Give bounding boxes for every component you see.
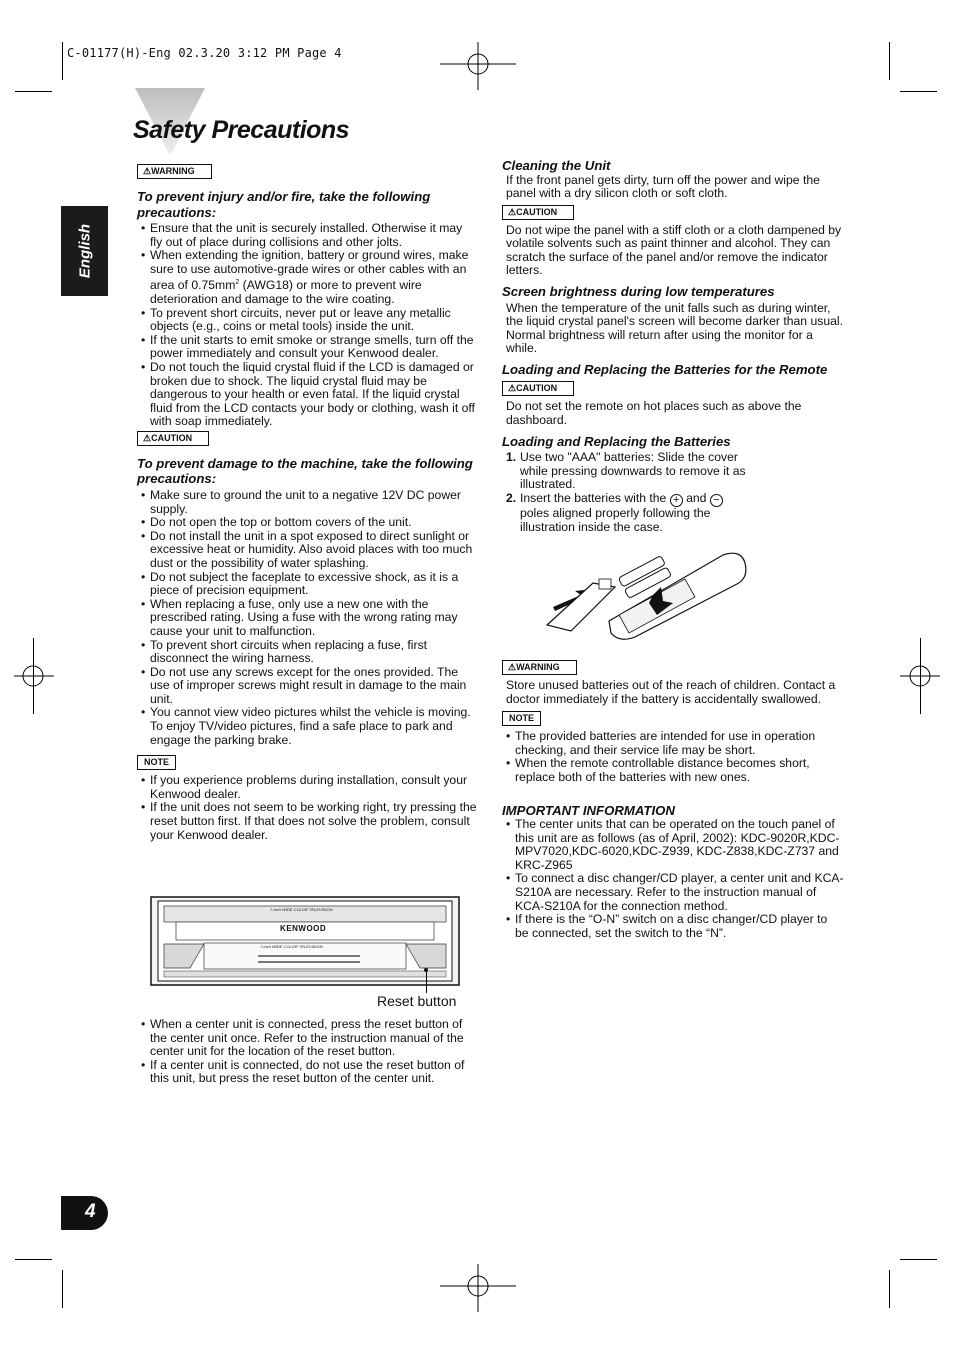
- list-item: • When the remote controllable distance becomes short, replace both of the batteries with new ones.: [506, 757, 844, 784]
- caution-badge: ⚠CAUTION: [502, 205, 574, 220]
- caution-badge: ⚠CAUTION: [502, 381, 574, 396]
- list-item: • Do not install the unit in a spot exposed to direct sunlight or excessive heat or humidity. Also avoid places with too much dust or the possibility of water splashing.: [141, 530, 477, 571]
- list-item: • When extending the ignition, battery or ground wires, make sure to use automotive-grade wires or other cables with an area of $0.75mm^2$ (AWG18) or more to prevent wire deterioration and damage to the wire coating.: [141, 249, 477, 306]
- list-item: • Do not touch the liquid crystal fluid if the LCD is damaged or broken due to shock. The liquid crystal fluid may be dangerous to your health or even fatal. If the liquid crystal fluid from the LCD contacts your body or clothing, wash it off with soap immediately.: [141, 361, 477, 429]
- batteries-heading: Loading and Replacing the Batteries: [502, 433, 731, 449]
- crop-mark: [15, 1259, 52, 1260]
- step-2: 2. Insert the batteries with the + and − poles aligned properly following the illustration inside the case.: [502, 492, 844, 534]
- cleaning-caution-text: Do not wipe the panel with a stiff cloth or a cloth dampened by volatile solvents such as paint thinner and alcohol. They can scratch the surface of the panel and/or remove the indicator letters.: [506, 222, 842, 278]
- print-header: C-01177(H)-Eng 02.3.20 3:12 PM Page 4: [67, 46, 342, 60]
- list-item: • To connect a disc changer/CD player, a center unit and KCA-S210A are necessary. Refer to the instruction manual of KCA-S210A for the connection method.: [506, 872, 844, 913]
- crop-mark: [62, 1270, 63, 1308]
- cleaning-text: If the front panel gets dirty, turn off the power and wipe the panel with a dry silicon cloth or soft cloth.: [506, 172, 820, 201]
- brightness-text: When the temperature of the unit falls such as during winter, the liquid crystal panel's screen will become darker than usual. Normal brightness will return after using the monitor for a while.: [506, 300, 843, 356]
- center-unit-notes: [137, 1018, 477, 1086]
- crop-mark: [15, 91, 52, 92]
- language-tab-label: English: [76, 223, 93, 279]
- step-1: [502, 451, 844, 492]
- language-tab: [61, 206, 108, 296]
- plus-pole-icon: +: [670, 494, 683, 507]
- registration-mark-right: [900, 658, 940, 694]
- warning-text: Store unused batteries out of the reach of children. Contact a doctor immediately if the battery is accidentally swallowed.: [506, 678, 836, 706]
- page-title: Safety Precautions: [133, 116, 350, 144]
- injury-list: [137, 222, 477, 429]
- cleaning-heading: Cleaning the Unit: [502, 158, 611, 173]
- list-item: • Ensure that the unit is securely installed. Otherwise it may fly out of place during collisions and other jolts.: [141, 222, 477, 249]
- crop-mark: [889, 42, 890, 80]
- registration-mark-bottom: [440, 1264, 516, 1312]
- remote-batteries-heading: Loading and Replacing the Batteries for the Remote: [502, 361, 828, 377]
- note-list: [137, 774, 477, 842]
- device-brand: KENWOOD: [280, 924, 327, 933]
- reset-button-label: Reset button: [377, 993, 457, 1009]
- caution-badge: ⚠CAUTION: [137, 431, 209, 446]
- injury-heading: To prevent injury and/or fire, take the following precautions:: [137, 189, 431, 220]
- list-item: • When a center unit is connected, press the reset button of the center unit once. Refer to the instruction manual of the center unit for the location of the reset button.: [141, 1018, 477, 1059]
- remote-caution-text: Do not set the remote on hot places such as above the dashboard.: [506, 399, 802, 428]
- list-item: • To prevent short circuits, never put or leave any metallic objects (e.g., coins or metal tools) inside the unit.: [141, 307, 477, 334]
- device-illustration: [150, 896, 460, 986]
- warning-badge: ⚠WARNING: [502, 660, 577, 675]
- page-number: 4: [85, 1201, 96, 1222]
- left-column: [137, 162, 477, 842]
- right-column: [502, 158, 844, 534]
- step-number: 1.: [506, 450, 517, 465]
- center-list: [137, 1018, 477, 1086]
- crop-mark: [889, 1270, 890, 1308]
- damage-heading: To prevent damage to the machine, take the following precautions:: [137, 455, 473, 487]
- warning-badge: ⚠WARNING: [137, 164, 212, 179]
- list-item: • If the unit starts to emit smoke or strange smells, turn off the power immediately and consult your Kenwood dealer.: [141, 334, 477, 361]
- note-badge: NOTE: [137, 755, 176, 770]
- minus-pole-icon: −: [710, 494, 723, 507]
- remote-battery-illustration: [545, 545, 750, 640]
- damage-list: [137, 489, 477, 747]
- list-item: • The center units that can be operated on the touch panel of this unit are as follows (as of April, 2002): KDC-9020R,KDC-MPV7020,KDC-6020,KDC-Z939, KDC-Z838,KDC-Z737 and KRC-Z965: [506, 818, 844, 872]
- list-item: • Do not open the top or bottom covers of the unit.: [141, 516, 477, 530]
- list-item: • Make sure to ground the unit to a negative 12V DC power supply.: [141, 489, 477, 516]
- step-number: 2.: [506, 490, 517, 505]
- battery-note-list: [502, 730, 844, 784]
- reset-pointer-line: [426, 971, 427, 993]
- right-lower-column: [502, 658, 844, 940]
- important-heading: IMPORTANT INFORMATION: [502, 802, 675, 818]
- registration-mark-top: [440, 42, 516, 90]
- device-label-mid: 7-inch WIDE COLOR TELEVISION: [260, 944, 323, 949]
- step-text: Use two "AAA" batteries: Slide the cover while pressing downwards to remove it as illustrated.: [520, 450, 746, 492]
- list-item: • To prevent short circuits when replacing a fuse, first disconnect the wiring harness.: [141, 639, 477, 666]
- list-item: • If there is the “O-N” switch on a disc changer/CD player to be connected, set the switch to the “N”.: [506, 913, 844, 940]
- list-item: • If you experience problems during installation, consult your Kenwood dealer.: [141, 774, 477, 801]
- list-item: • Do not use any screws except for the ones provided. The use of improper screws might result in damage to the main unit.: [141, 666, 477, 707]
- crop-mark: [900, 91, 937, 92]
- list-item: • The provided batteries are intended for use in operation checking, and their service life may be short.: [506, 730, 844, 757]
- crop-mark: [900, 1259, 937, 1260]
- list-item: • Do not subject the faceplate to excessive shock, as it is a piece of precision equipment.: [141, 571, 477, 598]
- step-text: Insert the batteries with the: [520, 490, 667, 505]
- brightness-heading: Screen brightness during low temperatures: [502, 284, 775, 300]
- list-item: • If a center unit is connected, do not use the reset button of this unit, but press the reset button of the center unit.: [141, 1059, 477, 1086]
- important-list: [502, 818, 844, 940]
- list-item: • You cannot view video pictures whilst the vehicle is moving. To enjoy TV/video pictures, find a safe place to park and engage the parking brake.: [141, 706, 477, 747]
- page-number-tab: [61, 1196, 108, 1230]
- device-label-top: 7-inch WIDE COLOR TELEVISION: [270, 907, 333, 912]
- list-item: • If the unit does not seem to be working right, try pressing the reset button first. If that does not solve the problem, consult your Kenwood dealer.: [141, 801, 477, 842]
- registration-mark-left: [14, 658, 54, 694]
- note-badge: NOTE: [502, 711, 541, 726]
- list-item: • When replacing a fuse, only use a new one with the prescribed rating. Using a fuse with the wrong rating may cause your unit to malfunction.: [141, 598, 477, 639]
- crop-mark: [62, 42, 63, 80]
